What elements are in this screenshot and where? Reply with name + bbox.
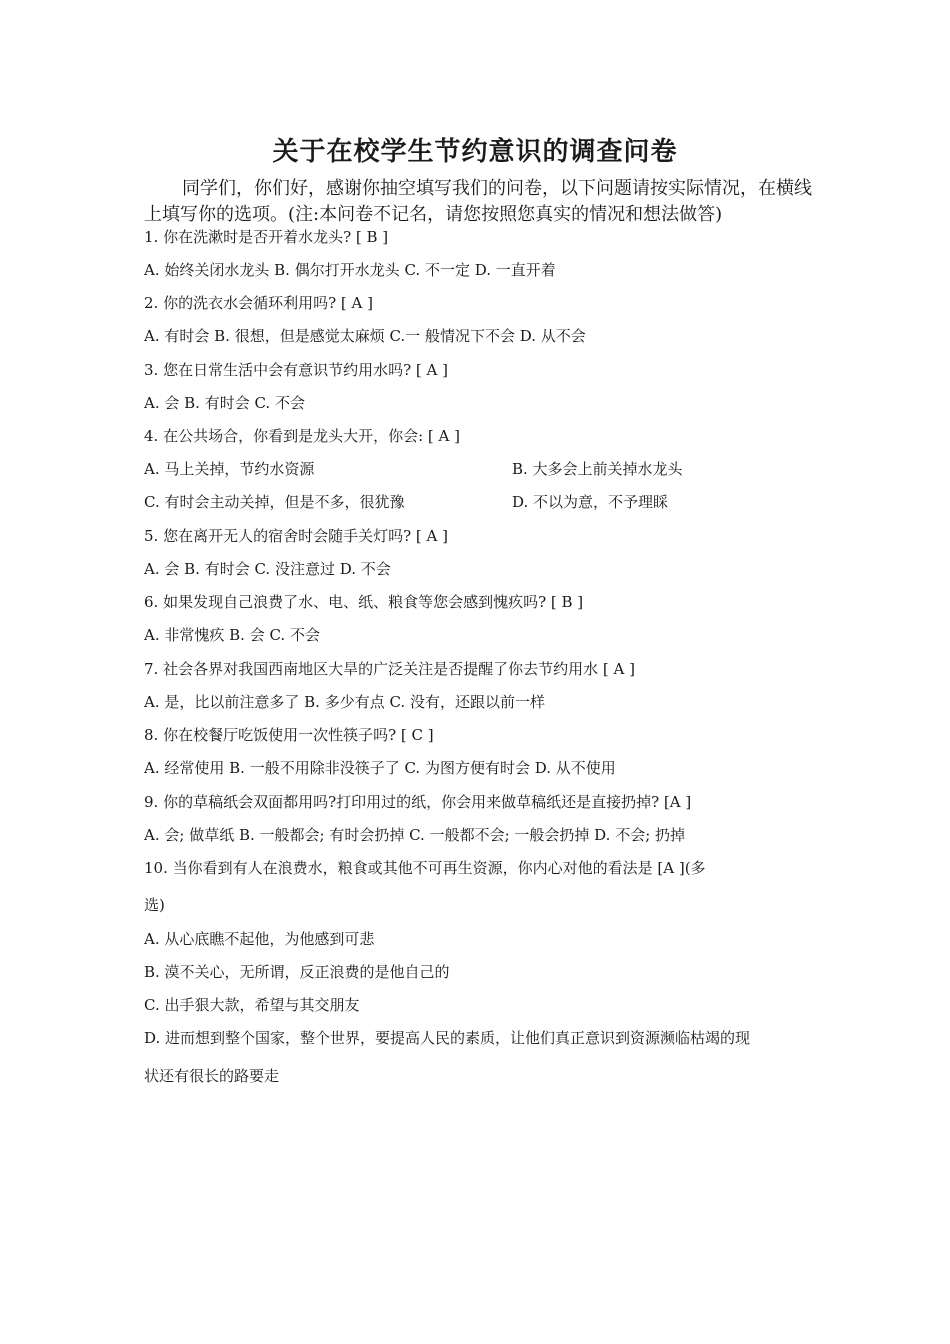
question-10-option-d: D. 进而想到整个国家，整个世界，要提高人民的素质，让他们真正意识到资源濒临枯竭的现 [144, 1029, 751, 1047]
question-5: 5. 您在离开无人的宿舍时会随手关灯吗? [ A ] [144, 527, 448, 545]
question-4: 4. 在公共场合，你看到是龙头大开，你会: [ A ] [144, 427, 460, 445]
question-8-options: A. 经常使用 B. 一般不用除非没筷子了 C. 为图方便有时会 D. 从不使用 [144, 759, 616, 777]
question-9-options: A. 会; 做草纸 B. 一般都会; 有时会扔掉 C. 一般都不会; 一般会扔掉 D. 不会; 扔掉 [144, 826, 686, 844]
question-7-options: A. 是，比以前注意多了 B. 多少有点 C. 没有，还跟以前一样 [144, 693, 545, 711]
intro-paragraph: 同学们，你们好，感谢你抽空填写我们的问卷，以下问题请按实际情况，在横线上填写你的选项。(注:本问卷不记名，请您按照您真实的情况和想法做答) [144, 178, 812, 225]
question-4-option-d: D. 不以为意，不予理睬 [512, 493, 669, 511]
question-10-continued: 选) [144, 896, 165, 914]
question-10-option-c: C. 出手狠大款，希望与其交朋友 [144, 996, 360, 1014]
question-10-option-b: B. 漠不关心，无所谓，反正浪费的是他自己的 [144, 963, 450, 981]
question-5-options: A. 会 B. 有时会 C. 没注意过 D. 不会 [144, 560, 391, 578]
question-4-option-c: C. 有时会主动关掉，但是不多，很犹豫 [144, 493, 405, 511]
question-8: 8. 你在校餐厅吃饭使用一次性筷子吗? [ C ] [144, 726, 434, 744]
question-4-option-a: A. 马上关掉，节约水资源 [144, 460, 315, 478]
question-6: 6. 如果发现自己浪费了水、电、纸、粮食等您会感到愧疚吗? [ B ] [144, 593, 584, 611]
question-2-options: A. 有时会 B. 很想，但是感觉太麻烦 C.一 般情况下不会 D. 从不会 [144, 327, 586, 345]
question-10: 10. 当你看到有人在浪费水，粮食或其他不可再生资源，你内心对他的看法是 [A ](多 [144, 859, 706, 877]
question-1: 1. 你在洗漱时是否开着水龙头? [ B ] [144, 228, 389, 246]
question-3: 3. 您在日常生活中会有意识节约用水吗? [ A ] [144, 361, 448, 379]
question-10-option-d-continued: 状还有很长的路要走 [144, 1067, 280, 1085]
question-6-options: A. 非常愧疚 B. 会 C. 不会 [144, 626, 320, 644]
question-10-option-a: A. 从心底瞧不起他，为他感到可悲 [144, 930, 375, 948]
question-4-option-b: B. 大多会上前关掉水龙头 [512, 460, 683, 478]
question-7: 7. 社会各界对我国西南地区大旱的广泛关注是否提醒了你去节约用水 [ A ] [144, 660, 635, 678]
page-title: 关于在校学生节约意识的调查问卷 [272, 137, 678, 167]
question-1-options: A. 始终关闭水龙头 B. 偶尔打开水龙头 C. 不一定 D. 一直开着 [144, 261, 556, 279]
question-9: 9. 你的草稿纸会双面都用吗?打印用过的纸，你会用来做草稿纸还是直接扔掉? [A ] [144, 793, 692, 811]
question-3-options: A. 会 B. 有时会 C. 不会 [144, 394, 305, 412]
question-2: 2. 你的洗衣水会循环利用吗? [ A ] [144, 294, 373, 312]
